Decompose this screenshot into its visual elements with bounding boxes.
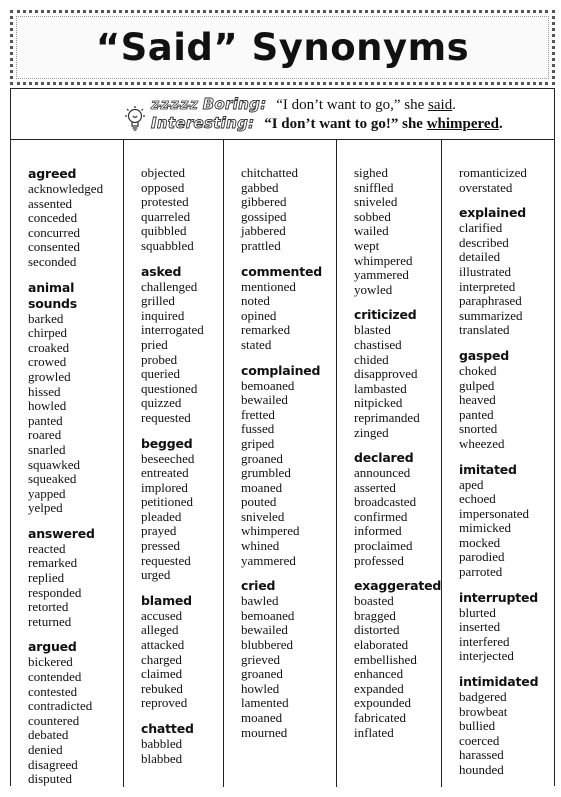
synonym-word: claimed (141, 666, 183, 682)
synonym-word: blasted (354, 322, 391, 338)
synonym-group (241, 578, 322, 740)
synonym-word: badgered (459, 689, 507, 705)
synonym-word: howled (28, 398, 67, 414)
synonym-word: snorted (459, 421, 498, 437)
column-2 (123, 140, 224, 787)
column-1 (11, 140, 123, 787)
content-frame (10, 88, 555, 786)
synonym-word: informed (354, 523, 402, 539)
synonym-word: quibbled (141, 223, 187, 239)
synonym-word: coerced (459, 732, 500, 748)
group-heading: exaggerated (354, 578, 442, 594)
synonym-word: whined (241, 538, 280, 554)
synonym-word: blabbed (141, 750, 183, 766)
synonym-group (354, 578, 441, 740)
synonym-word: griped (241, 435, 275, 451)
synonym-group (241, 166, 322, 254)
synonym-word: debated (28, 727, 69, 743)
group-heading: blamed (141, 592, 192, 608)
synonym-group (354, 450, 441, 568)
synonym-group (459, 590, 538, 664)
synonym-word: mimicked (459, 520, 511, 536)
synonym-word: grumbled (241, 465, 291, 481)
boring-label: Boring: (202, 95, 267, 113)
synonym-word: groaned (241, 450, 283, 466)
synonym-word: bawled (241, 593, 279, 609)
synonym-word: denied (28, 742, 63, 757)
synonym-word: accused (141, 607, 183, 623)
synonym-group (141, 593, 204, 711)
synonym-word: consented (28, 239, 80, 255)
synonym-word: bewailed (241, 392, 288, 408)
group-heading: gasped (459, 347, 509, 363)
synonym-word: panted (459, 406, 494, 422)
synonym-word: inserted (459, 619, 501, 635)
group-heading: argued (28, 639, 77, 655)
synonym-word: pried (141, 336, 168, 352)
synonym-word: replied (28, 570, 65, 586)
synonym-word: sniffled (354, 179, 394, 195)
synonym-group (459, 462, 538, 580)
synonym-word: implored (141, 479, 188, 495)
synonym-word: summarized (459, 307, 523, 323)
synonym-word: stated (241, 336, 272, 352)
lightbulb-icon (124, 104, 146, 134)
boring-quote (276, 97, 456, 113)
group-heading: animal sounds (28, 279, 78, 311)
synonym-word: requested (141, 552, 191, 568)
synonym-word: browbeat (459, 703, 508, 719)
synonym-word: challenged (141, 278, 198, 294)
synonym-word: translated (459, 322, 510, 338)
group-heading: explained (459, 205, 527, 221)
synonym-word: blubbered (241, 637, 293, 653)
synonym-word: prattled (241, 237, 281, 253)
synonym-word: mocked (459, 534, 501, 550)
synonym-word: sighed (354, 165, 388, 180)
synonym-word: harassed (459, 747, 504, 763)
synonym-word: pleaded (141, 508, 182, 524)
synonym-word: disputed (28, 771, 73, 787)
synonym-word: opposed (141, 179, 185, 195)
synonym-word: expounded (354, 695, 412, 711)
column-4-content (354, 166, 441, 750)
synonym-word: illustrated (459, 263, 511, 279)
synonym-word: chided (354, 351, 389, 367)
synonym-word: choked (459, 362, 497, 378)
synonym-word: howled (241, 680, 280, 696)
synonym-word: contended (28, 669, 82, 685)
boring-example (151, 95, 456, 114)
synonym-group (141, 436, 204, 583)
synonym-word: reacted (28, 540, 66, 556)
synonym-word: conceded (28, 210, 78, 226)
synonym-word: gabbed (241, 179, 279, 195)
synonym-group (241, 264, 322, 353)
synonym-word: gibbered (241, 194, 287, 210)
synonym-word: returned (28, 613, 72, 629)
synonym-word: growled (28, 368, 71, 384)
synonym-word: overstated (459, 179, 513, 195)
synonym-word: bickered (28, 654, 73, 670)
synonym-word: probed (141, 351, 178, 367)
synonym-word: squabbled (141, 237, 194, 253)
synonym-word: bemoaned (241, 607, 295, 623)
synonym-word: noted (241, 293, 270, 309)
synonym-word: pressed (141, 538, 180, 554)
synonym-word: contested (28, 683, 78, 699)
synonym-word: embellished (354, 651, 417, 667)
synonym-word: mentioned (241, 278, 296, 294)
group-heading: criticized (354, 307, 417, 323)
synonym-word: contradicted (28, 698, 93, 714)
synonym-word: protested (141, 194, 189, 210)
group-heading: declared (354, 450, 414, 466)
synonym-word: distorted (354, 622, 400, 638)
synonym-group (459, 166, 538, 195)
synonym-word: prayed (141, 523, 177, 539)
synonym-word: disagreed (28, 756, 78, 772)
synonym-word: yapped (28, 485, 66, 501)
synonym-word: groaned (241, 666, 283, 682)
interesting-quote (264, 116, 503, 132)
synonym-word: paraphrased (459, 293, 522, 309)
synonym-word: requested (141, 409, 191, 425)
synonym-group (354, 166, 441, 297)
synonym-word: professed (354, 552, 404, 568)
zzz-icon: Z-Z-Z-Z-Z (151, 99, 197, 112)
synonym-word: opined (241, 307, 277, 323)
synonym-group (141, 264, 204, 426)
group-heading: agreed (28, 166, 77, 181)
synonym-word: yelped (28, 500, 63, 516)
boring-text: “I don’t want to go,” she (276, 97, 429, 113)
synonym-word: grilled (141, 293, 175, 309)
synonym-word: clarified (459, 220, 503, 236)
group-heading: begged (141, 435, 193, 451)
synonym-word: hissed (28, 383, 61, 399)
interesting-label: Interesting: (151, 114, 255, 132)
synonym-word: announced (354, 465, 411, 481)
example-box (11, 89, 554, 140)
group-heading: complained (241, 362, 321, 378)
synonym-word: zinged (354, 424, 389, 440)
column-1-content (28, 166, 123, 797)
column-4 (336, 140, 442, 787)
synonym-word: fabricated (354, 710, 406, 725)
synonym-word: lambasted (354, 380, 407, 396)
synonym-word: retorted (28, 599, 69, 615)
synonym-word: queried (141, 366, 180, 382)
column-3-content (241, 166, 322, 750)
column-2-content (141, 166, 204, 776)
synonym-word: interfered (459, 633, 510, 649)
synonym-word: impersonated (459, 505, 530, 521)
synonym-group (459, 205, 538, 338)
synonym-word: chastised (354, 336, 402, 352)
synonym-word: charged (141, 651, 182, 667)
synonym-group (28, 526, 123, 630)
synonym-word: bullied (459, 718, 496, 734)
synonym-word: bemoaned (241, 377, 295, 393)
synonym-word: echoed (459, 491, 496, 507)
synonym-group (459, 674, 538, 778)
column-3 (223, 140, 337, 787)
synonym-word: broadcasted (354, 494, 417, 510)
synonym-word: chirped (28, 325, 67, 341)
group-heading: interrupted (459, 589, 539, 605)
synonym-word: fussed (241, 421, 275, 437)
synonym-group (28, 639, 123, 786)
synonym-word: lamented (241, 695, 289, 711)
synonym-word: roared (28, 427, 62, 443)
synonym-word: wheezed (459, 435, 505, 451)
group-heading: asked (141, 263, 182, 279)
synonym-word: gossiped (241, 208, 287, 224)
synonym-word: entreated (141, 465, 189, 481)
synonym-word: snarled (28, 441, 66, 457)
synonym-word: whimpered (241, 523, 300, 539)
synonym-word: described (459, 234, 509, 250)
synonym-word: elaborated (354, 637, 409, 653)
synonym-word: countered (28, 712, 80, 728)
synonym-word: alleged (141, 622, 179, 638)
synonym-word: squawked (28, 456, 80, 472)
synonym-word: bragged (354, 607, 396, 623)
synonym-word: barked (28, 310, 64, 326)
synonym-word: crowed (28, 354, 67, 370)
boring-period: . (452, 97, 456, 113)
synonym-word: fretted (241, 406, 275, 422)
synonym-group (28, 166, 123, 270)
synonym-word: chitchatted (241, 165, 299, 180)
synonym-word: concurred (28, 224, 80, 240)
synonym-word: reprimanded (354, 409, 420, 425)
synonym-word: hounded (459, 762, 504, 777)
synonym-word: questioned (141, 380, 198, 396)
synonym-word: boasted (354, 593, 394, 609)
synonym-word: objected (141, 165, 186, 180)
synonym-word: remarked (241, 322, 291, 338)
synonym-word: bewailed (241, 622, 288, 638)
synonym-word: expanded (354, 680, 404, 696)
synonym-word: interrogated (141, 322, 204, 338)
synonym-word: yowled (354, 281, 393, 297)
synonym-word: jabbered (241, 223, 286, 239)
interesting-text: “I don’t want to go!” she (264, 116, 427, 132)
boring-verb: said (428, 97, 453, 113)
group-heading: commented (241, 263, 323, 279)
title-banner (10, 10, 555, 85)
synonym-word: croaked (28, 339, 70, 355)
group-heading: intimidated (459, 674, 539, 690)
synonym-word: yammered (241, 552, 296, 568)
synonym-word: wailed (354, 223, 389, 239)
group-heading: answered (28, 525, 95, 541)
group-heading: imitated (459, 461, 517, 477)
synonym-word: parroted (459, 564, 503, 580)
synonym-word: quizzed (141, 395, 182, 411)
synonym-word: reproved (141, 695, 188, 711)
synonym-word: blurted (459, 604, 496, 620)
column-5 (441, 140, 555, 787)
synonym-word: proclaimed (354, 538, 413, 554)
synonym-word: assented (28, 195, 73, 211)
synonym-word: quarreled (141, 208, 191, 224)
synonym-word: seconded (28, 253, 77, 269)
synonym-group (141, 166, 204, 254)
synonym-word: enhanced (354, 666, 404, 682)
synonym-word: mourned (241, 724, 288, 740)
synonym-word: babbled (141, 736, 183, 751)
synonym-group (141, 721, 204, 766)
column-5-content (459, 166, 538, 788)
synonym-columns (11, 140, 554, 787)
synonym-word: nitpicked (354, 395, 403, 411)
synonym-word: sobbed (354, 208, 391, 224)
group-heading: chatted (141, 721, 194, 736)
interesting-example (151, 114, 503, 133)
synonym-word: confirmed (354, 508, 408, 524)
synonym-word: sniveled (241, 508, 285, 524)
synonym-word: romanticized (459, 165, 527, 180)
synonym-word: petitioned (141, 494, 193, 510)
synonym-word: grieved (241, 651, 280, 667)
synonym-word: yammered (354, 267, 409, 283)
synonym-word: moaned (241, 710, 283, 725)
synonym-group (28, 280, 123, 516)
synonym-word: parodied (459, 549, 505, 565)
synonym-word: pouted (241, 494, 277, 510)
synonym-word: rebuked (141, 680, 183, 696)
synonym-word: moaned (241, 479, 283, 495)
synonym-word: aped (459, 476, 484, 492)
synonym-word: attacked (141, 637, 185, 653)
synonym-word: gulped (459, 377, 495, 393)
synonym-word: acknowledged (28, 181, 104, 196)
synonym-word: sniveled (354, 194, 398, 210)
synonym-word: heaved (459, 392, 496, 408)
synonym-word: beseeched (141, 450, 195, 466)
synonym-word: whimpered (354, 252, 413, 268)
interesting-verb: whimpered (426, 116, 499, 132)
synonym-word: inflated (354, 724, 394, 740)
group-heading: cried (241, 578, 276, 594)
synonym-word: detailed (459, 249, 501, 265)
synonym-group (459, 348, 538, 452)
synonym-word: inquired (141, 307, 185, 323)
page-title: “Said” Synonyms (95, 26, 470, 69)
synonym-word: panted (28, 412, 63, 428)
synonym-word: asserted (354, 479, 396, 495)
synonym-word: responded (28, 584, 82, 600)
synonym-group (354, 307, 441, 440)
synonym-word: remarked (28, 555, 78, 571)
synonym-word: squeaked (28, 471, 77, 487)
synonym-group (241, 363, 322, 569)
synonym-word: interpreted (459, 278, 516, 294)
synonym-word: wept (354, 237, 380, 253)
synonym-word: interjected (459, 648, 514, 664)
interesting-period: . (498, 116, 503, 132)
synonym-word: disapproved (354, 366, 418, 382)
synonym-word: urged (141, 567, 171, 583)
